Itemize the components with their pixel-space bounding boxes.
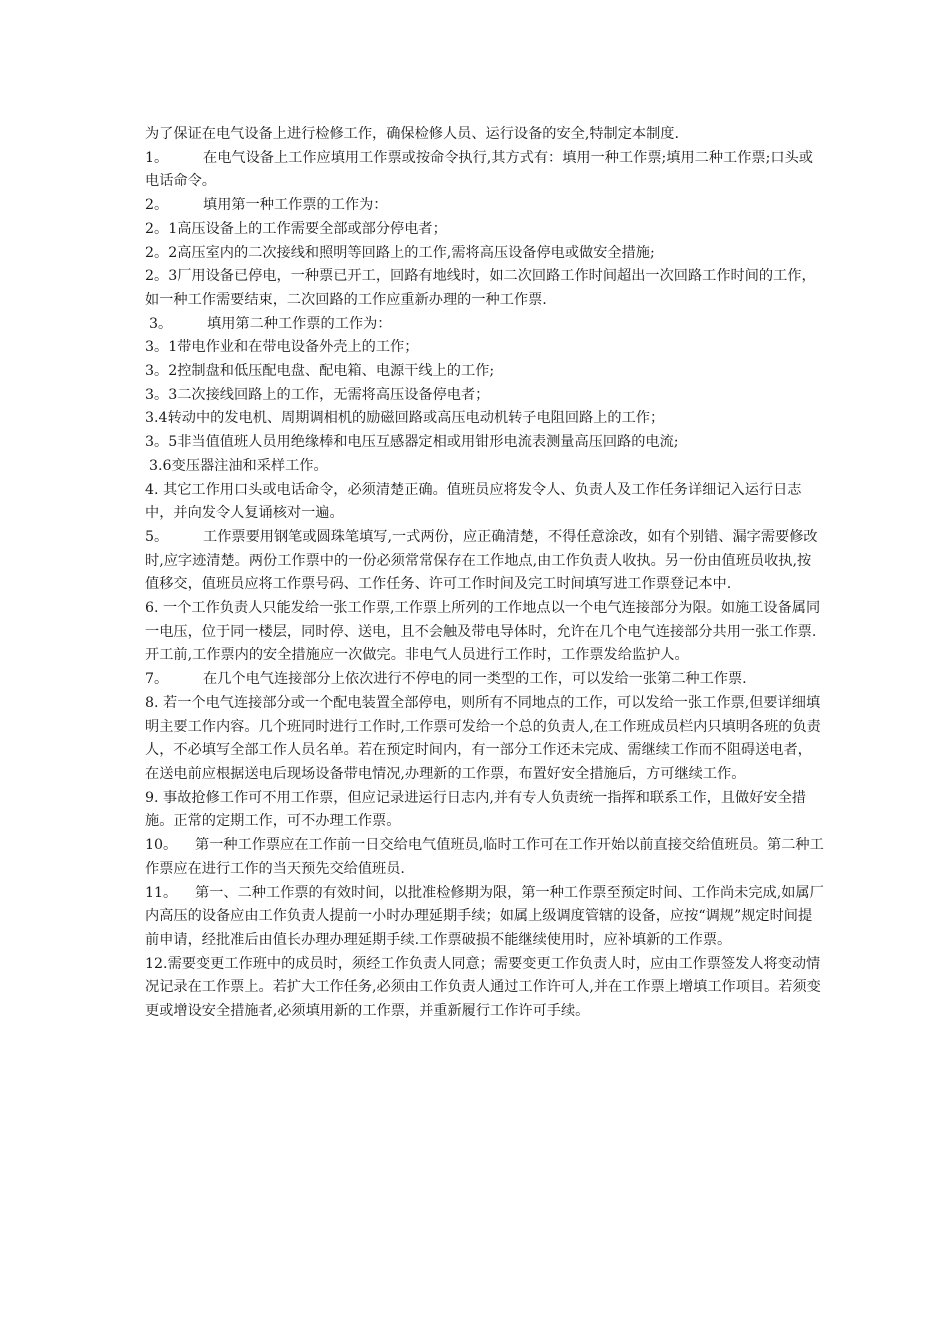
paragraph-10 bbox=[145, 834, 825, 881]
paragraph-text: 3.6变压器注油和采样工作。 bbox=[149, 457, 328, 474]
paragraph-text: 12.需要变更工作班中的成员时，须经工作负责人同意；需要变更工作负责人时，应由工作票签发人将变动情况记录在工作票上。若扩大工作任务,必须由工作负责人通过工作许可人,并在工作票上增填工作项目。若须变更或增设安全措施者,必须填用新的工作票，并重新履行工作许可手续。 bbox=[145, 955, 821, 1020]
paragraph-text: 填用第二种工作票的工作为： bbox=[207, 315, 392, 332]
paragraph-6 bbox=[145, 597, 825, 668]
paragraph-3-2 bbox=[145, 360, 825, 384]
paragraph-3-1 bbox=[145, 336, 825, 360]
paragraph-number: 2。 bbox=[145, 197, 169, 214]
paragraph-number: 7。 bbox=[145, 671, 169, 688]
paragraph-1 bbox=[145, 147, 825, 194]
paragraph-text: 填用第一种工作票的工作为： bbox=[203, 197, 388, 214]
paragraph-text: 2。3厂用设备已停电，一种票已开工，回路有地线时，如二次回路工作时间超出一次回路工作时间的工作，如一种工作需要结束，二次回路的工作应重新办理的一种工作票. bbox=[145, 268, 816, 308]
paragraph-2-2 bbox=[145, 242, 825, 266]
paragraph-number: 1。 bbox=[145, 149, 169, 166]
paragraph-9 bbox=[145, 787, 825, 834]
paragraph-4 bbox=[145, 479, 825, 526]
paragraph-11 bbox=[145, 882, 825, 953]
paragraph-3 bbox=[145, 313, 825, 337]
paragraph-2 bbox=[145, 194, 825, 218]
paragraph-text: 8. 若一个电气连接部分或一个配电装置全部停电，则所有不同地点的工作，可以发给一张工作票,但要详细填明主要工作内容。几个班同时进行工作时,工作票可发给一个总的负责人,在工作班成员栏内只填明各班的负责人，不必填写全部工作人员名单。若在预定时间内，有一部分工作还未完成、需继续工作而不阻碍送电者，在送电前应根据送电后现场设备带电情况,办理新的工作票，布置好安全措施后，方可继续工作。 bbox=[145, 694, 821, 782]
paragraph-text: 9. 事故抢修工作可不用工作票，但应记录进运行日志内,并有专人负责统一指挥和联系工作，且做好安全措施。正常的定期工作，可不办理工作票。 bbox=[145, 789, 806, 830]
paragraph-12 bbox=[145, 953, 825, 1024]
paragraph-text: 第一、二种工作票的有效时间，以批准检修期为限，第一种工作票至预定时间、工作尚未完成,如属厂内高压的设备应由工作负责人提前一小时办理延期手续；如属上级调度管辖的设备，应按“调规”规定时间提前申请，经批准后由值长办理办理延期手续.工作票破损不能继续使用时，应补填新的工作票。 bbox=[145, 884, 824, 948]
paragraph-intro bbox=[145, 123, 825, 147]
paragraph-number: 3。 bbox=[149, 315, 173, 332]
paragraph-text: 2。2高压室内的二次接线和照明等回路上的工作,需将高压设备停电或做安全措施; bbox=[145, 244, 655, 261]
paragraph-text: 3。3二次接线回路上的工作，无需将高压设备停电者； bbox=[145, 386, 490, 403]
paragraph-text: 为了保证在电气设备上进行检修工作，确保检修人员、运行设备的安全,特制定本制度. bbox=[145, 126, 679, 142]
paragraph-2-3 bbox=[145, 265, 825, 312]
paragraph-3-3 bbox=[145, 384, 825, 408]
paragraph-text: 工作票要用钢笔或圆珠笔填写,一式两份，应正确清楚，不得任意涂改，如有个别错、漏字需要修改时,应字迹清楚。两份工作票中的一份必须常常保存在工作地点,由工作负责人收执。另一份由值班员收执,按值移交，值班员应将工作票号码、工作任务、许可工作时间及完工时间填写进工作票登记本中. bbox=[145, 528, 818, 593]
document-body bbox=[145, 123, 825, 1024]
paragraph-text: 2。1高压设备上的工作需要全部或部分停电者； bbox=[145, 220, 447, 237]
paragraph-text: 在几个电气连接部分上依次进行不停电的同一类型的工作，可以发给一张第二种工作票. bbox=[203, 671, 747, 688]
paragraph-text: 在电气设备上工作应填用工作票或按命令执行,其方式有：填用一种工作票;填用二种工作票;口头或电话命令。 bbox=[145, 149, 813, 190]
paragraph-text: 6. 一个工作负责人只能发给一张工作票,工作票上所列的工作地点以一个电气连接部分为限。如施工设备属同一电压，位于同一楼层，同时停、送电，且不会触及带电导体时，允许在几个电气连接部分共用一张工作票.开工前,工作票内的安全措施应一次做完。非电气人员进行工作时，工作票发给监护人。 bbox=[145, 600, 821, 664]
paragraph-text: 第一种工作票应在工作前一日交给电气值班员,临时工作可在工作开始以前直接交给值班员。第二种工作票应在进行工作的当天预先交给值班员. bbox=[145, 837, 824, 877]
paragraph-text: 3。1带电作业和在带电设备外壳上的工作； bbox=[145, 339, 419, 356]
paragraph-number: 5。 bbox=[145, 528, 169, 545]
paragraph-text: 4. 其它工作用口头或电话命令，必须清楚正确。值班员应将发令人、负责人及工作任务详细记入运行日志中，并向发令人复诵核对一遍。 bbox=[145, 481, 802, 522]
paragraph-3-5 bbox=[145, 431, 825, 455]
paragraph-8 bbox=[145, 692, 825, 787]
paragraph-7 bbox=[145, 668, 825, 692]
paragraph-text: 3.4转动中的发电机、周期调相机的励磁回路或高压电动机转子电阻回路上的工作； bbox=[145, 410, 665, 427]
paragraph-text: 3。2控制盘和低压配电盘、配电箱、电源干线上的工作; bbox=[145, 363, 495, 380]
paragraph-3-6 bbox=[145, 455, 825, 479]
paragraph-2-1 bbox=[145, 218, 825, 242]
paragraph-number: 11。 bbox=[145, 884, 178, 901]
paragraph-5 bbox=[145, 526, 825, 597]
paragraph-number: 10。 bbox=[145, 837, 178, 854]
paragraph-3-4 bbox=[145, 407, 825, 431]
paragraph-text: 3。5非当值值班人员用绝缘棒和电压互感器定相或用钳形电流表测量高压回路的电流; bbox=[145, 434, 679, 451]
